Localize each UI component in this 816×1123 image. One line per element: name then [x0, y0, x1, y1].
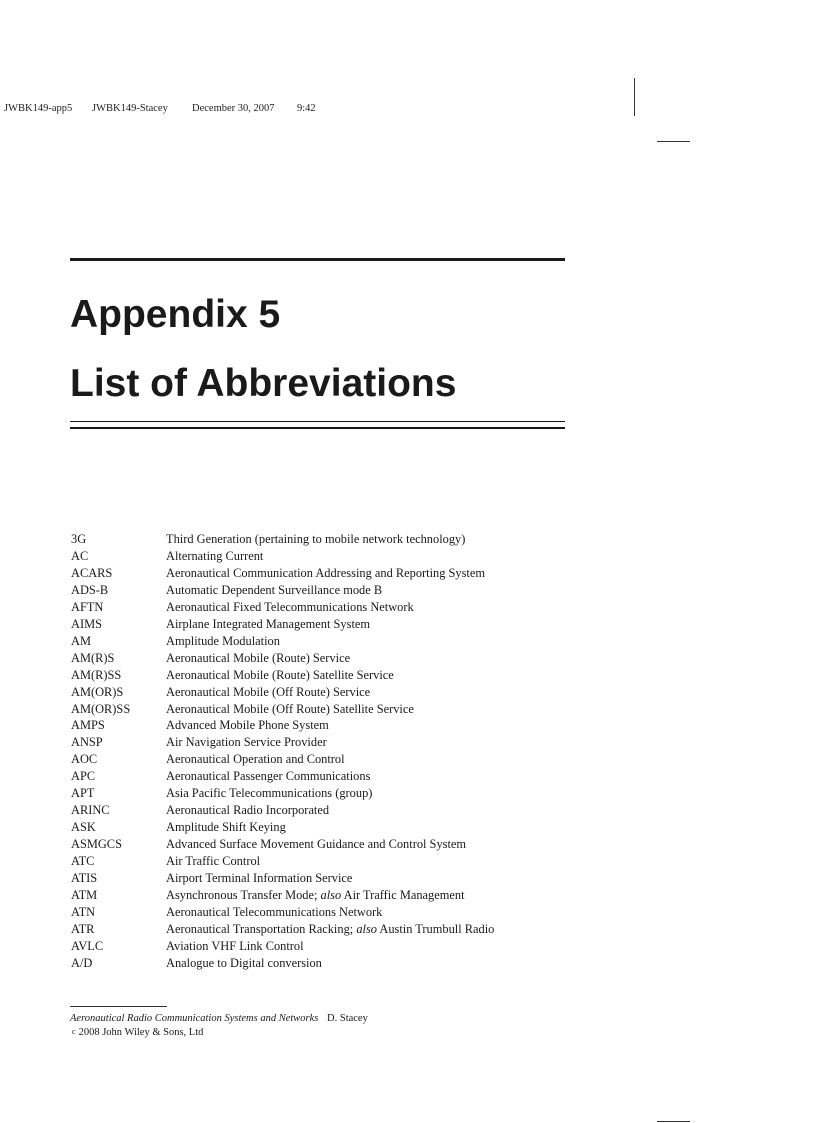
abbreviation-definition: Asia Pacific Telecommunications (group)	[166, 786, 373, 801]
abbreviation-row	[71, 870, 591, 887]
abbreviation-definition: Aeronautical Passenger Communications	[166, 769, 371, 784]
abbreviation-definition	[166, 921, 591, 938]
abbreviation-term: APC	[71, 769, 96, 784]
book-code: JWBK149-Stacey	[92, 103, 168, 114]
definition-part: Air Traffic Management	[341, 888, 465, 903]
title-rule-bottom-thin	[70, 421, 565, 422]
abbreviation-term: ARINC	[71, 803, 110, 818]
abbreviation-definition: Amplitude Shift Keying	[166, 820, 286, 835]
abbreviation-row	[71, 599, 591, 616]
abbreviation-definition: Third Generation (pertaining to mobile network technology)	[166, 532, 466, 546]
abbreviation-term: A/D	[71, 955, 93, 970]
abbreviation-term: 3G	[71, 532, 87, 546]
book-author: D. Stacey	[327, 1013, 368, 1024]
abbreviation-list	[71, 531, 591, 972]
abbreviation-definition: Airplane Integrated Management System	[166, 616, 371, 631]
abbreviation-term: ADS-B	[71, 582, 109, 597]
abbreviation-definition: Aeronautical Operation and Control	[166, 752, 345, 767]
abbreviation-row	[71, 734, 591, 751]
abbreviation-row	[71, 701, 591, 718]
abbreviation-term: ATN	[71, 904, 96, 919]
chapter-code: JWBK149-app5	[4, 103, 73, 114]
abbreviation-definition: Automatic Dependent Surveillance mode B	[166, 582, 383, 597]
abbreviation-row	[71, 650, 591, 667]
abbreviation-row	[71, 768, 591, 785]
definition-part: Austin Trumbull Radio	[376, 921, 495, 936]
abbreviation-definition: Analogue to Digital conversion	[166, 955, 322, 970]
abbreviation-definition: Aeronautical Telecommunications Network	[166, 904, 383, 919]
crop-mark-bottom	[657, 1121, 690, 1122]
abbreviation-row	[71, 751, 591, 768]
header-time: 9:42	[297, 103, 316, 114]
abbreviation-term: AMPS	[71, 718, 105, 733]
abbreviation-row	[71, 887, 591, 904]
abbreviation-row	[71, 836, 591, 853]
abbreviation-term: AIMS	[71, 616, 102, 631]
abbreviation-definition: Aeronautical Radio Incorporated	[166, 803, 330, 818]
definition-emphasis: also	[320, 888, 342, 903]
abbreviation-row	[71, 904, 591, 921]
abbreviation-row	[71, 955, 591, 972]
abbreviation-definition: Air Traffic Control	[166, 854, 261, 869]
abbreviation-row	[71, 565, 591, 582]
abbreviation-definition: Aeronautical Mobile (Route) Service	[166, 650, 351, 665]
abbreviation-term: AFTN	[71, 599, 104, 614]
abbreviation-definition: Alternating Current	[166, 548, 264, 563]
appendix-number: Appendix 5	[70, 293, 281, 336]
abbreviation-term: ATC	[71, 854, 95, 869]
abbreviation-definition: Advanced Surface Movement Guidance and Control System	[166, 837, 467, 852]
abbreviation-term: AM(R)SS	[71, 667, 122, 682]
abbreviation-definition: Aviation VHF Link Control	[166, 938, 304, 953]
definition-emphasis: also	[356, 921, 377, 936]
page-title: List of Abbreviations	[70, 362, 457, 405]
abbreviation-definition: Airport Terminal Information Service	[166, 871, 353, 886]
abbreviation-definition	[166, 887, 591, 904]
title-rule-bottom-thick	[70, 427, 565, 429]
abbreviation-row	[71, 853, 591, 870]
abbreviation-definition: Aeronautical Mobile (Off Route) Service	[166, 684, 371, 699]
abbreviation-term: ANSP	[71, 735, 103, 750]
abbreviation-definition: Aeronautical Fixed Telecommunications Network	[166, 599, 414, 614]
abbreviation-row	[71, 684, 591, 701]
abbreviation-term: ASK	[71, 820, 96, 835]
abbreviation-row	[71, 582, 591, 599]
abbreviation-row	[71, 717, 591, 734]
definition-part: Asynchronous Transfer Mode;	[166, 888, 321, 903]
abbreviation-definition: Advanced Mobile Phone System	[166, 718, 329, 733]
abbreviation-term: AM(OR)SS	[71, 701, 131, 716]
abbreviation-term: APT	[71, 786, 95, 801]
abbreviation-term: ACARS	[71, 565, 113, 580]
book-title: Aeronautical Radio Communication Systems and Networks	[70, 1013, 319, 1024]
abbreviation-term: ATIS	[71, 871, 98, 886]
crop-mark-top	[657, 141, 690, 142]
abbreviation-row	[71, 667, 591, 684]
abbreviation-term: AM	[71, 633, 91, 648]
abbreviation-term: AOC	[71, 752, 98, 767]
definition-part: Aeronautical Transportation Racking;	[166, 921, 357, 936]
abbreviation-definition: Aeronautical Communication Addressing and Reporting System	[166, 565, 486, 580]
abbreviation-term: AC	[71, 548, 89, 563]
copyright-symbol: c	[72, 1027, 76, 1036]
abbreviation-row	[71, 633, 591, 650]
header-date: December 30, 2007	[192, 103, 275, 114]
abbreviation-row	[71, 531, 591, 548]
margin-mark	[634, 78, 635, 116]
abbreviation-definition: Aeronautical Mobile (Off Route) Satellite Service	[166, 701, 414, 716]
abbreviation-term: AVLC	[71, 938, 104, 953]
abbreviation-row	[71, 548, 591, 565]
abbreviation-term: AM(R)S	[71, 650, 115, 665]
abbreviation-row	[71, 938, 591, 955]
abbreviation-row	[71, 785, 591, 802]
abbreviation-term: ATM	[71, 888, 98, 903]
footnote-rule	[70, 1006, 167, 1007]
footnote	[70, 1012, 368, 1039]
abbreviation-term: AM(OR)S	[71, 684, 124, 699]
abbreviation-term: ATR	[71, 921, 95, 936]
abbreviation-definition: Air Navigation Service Provider	[166, 735, 327, 750]
abbreviation-row	[71, 802, 591, 819]
abbreviation-definition: Amplitude Modulation	[166, 633, 280, 648]
abbreviation-row	[71, 819, 591, 836]
abbreviation-definition: Aeronautical Mobile (Route) Satellite Service	[166, 667, 394, 682]
title-rule-top	[70, 258, 565, 261]
copyright-text: 2008 John Wiley & Sons, Ltd	[78, 1027, 204, 1038]
abbreviation-row	[71, 921, 591, 938]
abbreviation-row	[71, 616, 591, 633]
abbreviation-term: ASMGCS	[71, 837, 122, 852]
